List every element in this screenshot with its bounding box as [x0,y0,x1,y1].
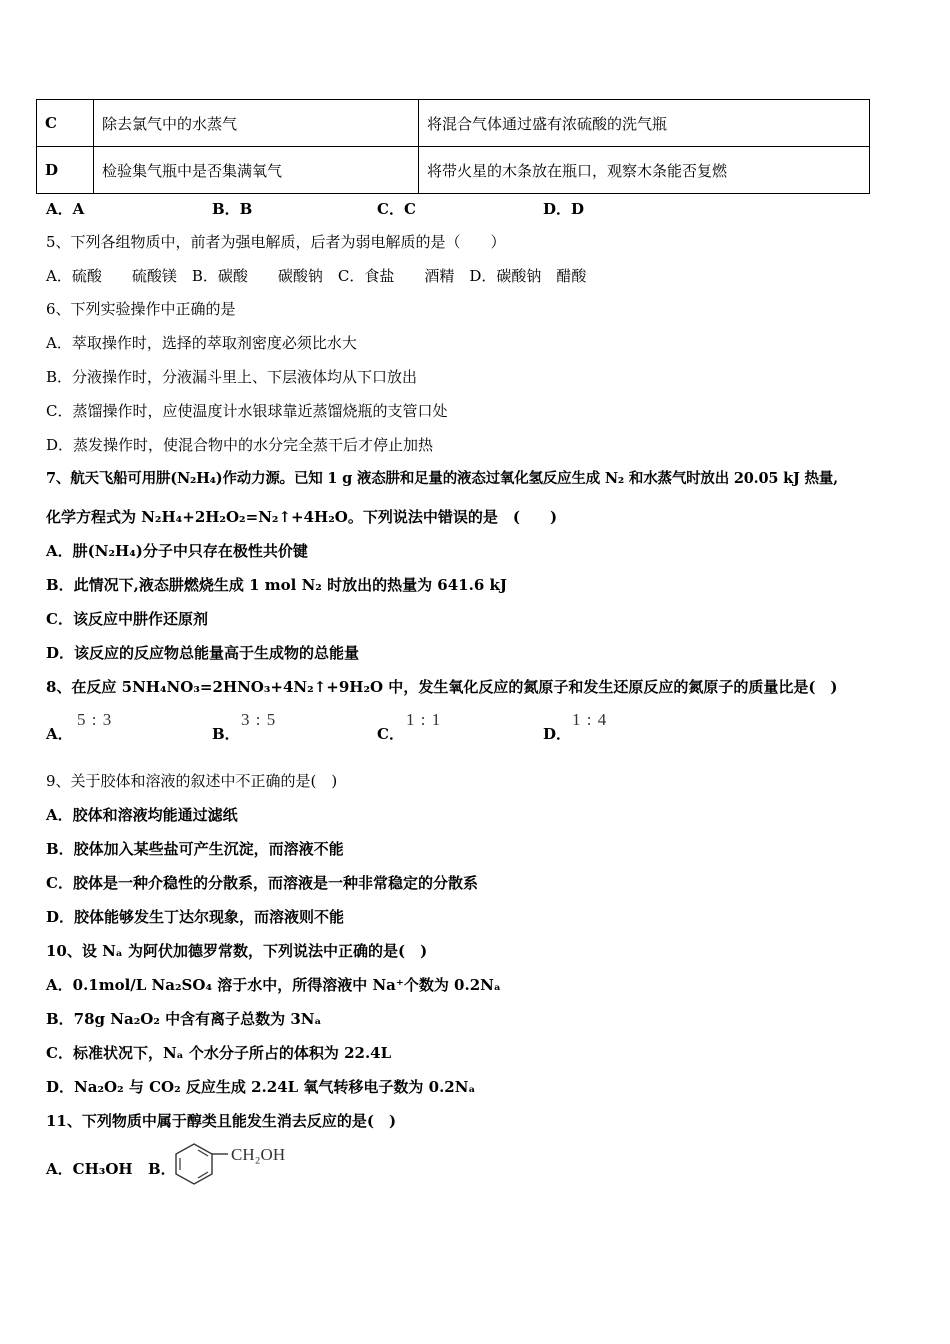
table-cell-method: 将混合气体通过盛有浓硫酸的洗气瓶 [419,100,870,147]
q5-options: A．硫酸 硫酸镁 B．碳酸 碳酸钠 C．食盐 酒精 D．碳酸钠 醋酸 [46,267,587,285]
q6-stem: 6、下列实验操作中正确的是 [46,300,236,318]
q4-option-c: C．C [377,200,416,218]
q9-option-c: C．胶体是一种介稳性的分散系，而溶液是一种非常稳定的分散系 [46,874,478,892]
q8-option-b-label: B． [212,725,240,743]
q8-option-a-label: A． [46,725,73,743]
table-cell-method: 将带火星的木条放在瓶口，观察木条能否复燃 [419,147,870,194]
q8-option-c-label: C． [377,725,404,743]
q7-option-d: D．该反应的反应物总能量高于生成物的总能量 [46,644,360,662]
q10-stem: 10、设 Nₐ 为阿伏加德罗常数，下列说法中正确的是( ) [46,942,428,960]
q8-option-d-label: D． [543,725,572,743]
q4-table [36,99,870,194]
table-cell-label: C [37,100,94,147]
q7-option-a: A．肼(N₂H₄)分子中只存在极性共价键 [46,542,308,560]
q11-option-b-label: B． [148,1160,176,1178]
q9-option-a: A．胶体和溶液均能通过滤纸 [46,806,238,824]
table-cell-label: D [37,147,94,194]
q8-option-d-value: 1 : 4 [572,710,608,729]
q6-option-a: A．萃取操作时，选择的萃取剂密度必须比水大 [46,334,357,352]
q10-option-a: A．0.1mol/L Na₂SO₄ 溶于水中，所得溶液中 Na⁺个数为 0.2Nₐ [46,976,501,994]
q10-option-b: B．78g Na₂O₂ 中含有离子总数为 3Nₐ [46,1010,322,1028]
table-cell-purpose: 检验集气瓶中是否集满氧气 [94,147,419,194]
q6-option-c: C．蒸馏操作时，应使温度计水银球靠近蒸馏烧瓶的支管口处 [46,402,448,420]
q7-stem-line1: 7、航天飞船可用肼(N₂H₄)作动力源。已知 1 g 液态肼和足量的液态过氧化氢反应生成 N₂ 和水蒸气时放出 20.05 kJ 热量, [46,470,838,487]
table-row [37,147,870,194]
q9-option-b: B．胶体加入某些盐可产生沉淀，而溶液不能 [46,840,344,858]
q9-option-d: D．胶体能够发生丁达尔现象，而溶液则不能 [46,908,345,926]
q8-option-c-value: 1 : 1 [406,710,442,729]
q6-option-d: D．蒸发操作时，使混合物中的水分完全蒸干后才停止加热 [46,436,434,454]
q7-stem-line2: 化学方程式为 N₂H₄+2H₂O₂=N₂↑+4H₂O。下列说法中错误的是 ( ) [46,508,558,526]
q6-option-b: B．分液操作时，分液漏斗里上、下层液体均从下口放出 [46,368,418,386]
q10-option-d: D．Na₂O₂ 与 CO₂ 反应生成 2.24L 氧气转移电子数为 0.2Nₐ [46,1078,476,1096]
q5-stem: 5、下列各组物质中，前者为强电解质，后者为弱电解质的是（ ） [46,233,506,251]
q4-option-d: D．D [543,200,585,218]
q9-stem: 9、关于胶体和溶液的叙述中不正确的是( ) [46,772,338,790]
q4-option-a: A．A [46,200,85,218]
table-row [37,100,870,147]
q8-option-b-value: 3 : 5 [241,710,277,729]
q8-option-a-value: 5 : 3 [77,710,113,729]
ch2oh-group-label: CH₂OH [231,1145,286,1164]
q8-stem: 8、在反应 5NH₄NO₃=2HNO₃+4N₂↑+9H₂O 中，发生氧化反应的氮原子和发生还原反应的氮原子的质量比是( ) [46,678,838,696]
q4-option-b: B．B [212,200,253,218]
q11-stem: 11、下列物质中属于醇类且能发生消去反应的是( ) [46,1112,397,1130]
q7-option-c: C．该反应中肼作还原剂 [46,610,208,628]
q7-option-b: B．此情况下,液态肼燃烧生成 1 mol N₂ 时放出的热量为 641.6 kJ [46,576,507,594]
table-cell-purpose: 除去氯气中的水蒸气 [94,100,419,147]
q10-option-c: C．标准状况下，Nₐ 个水分子所占的体积为 22.4L [46,1044,392,1062]
q11-option-a: A．CH₃OH [46,1160,133,1178]
